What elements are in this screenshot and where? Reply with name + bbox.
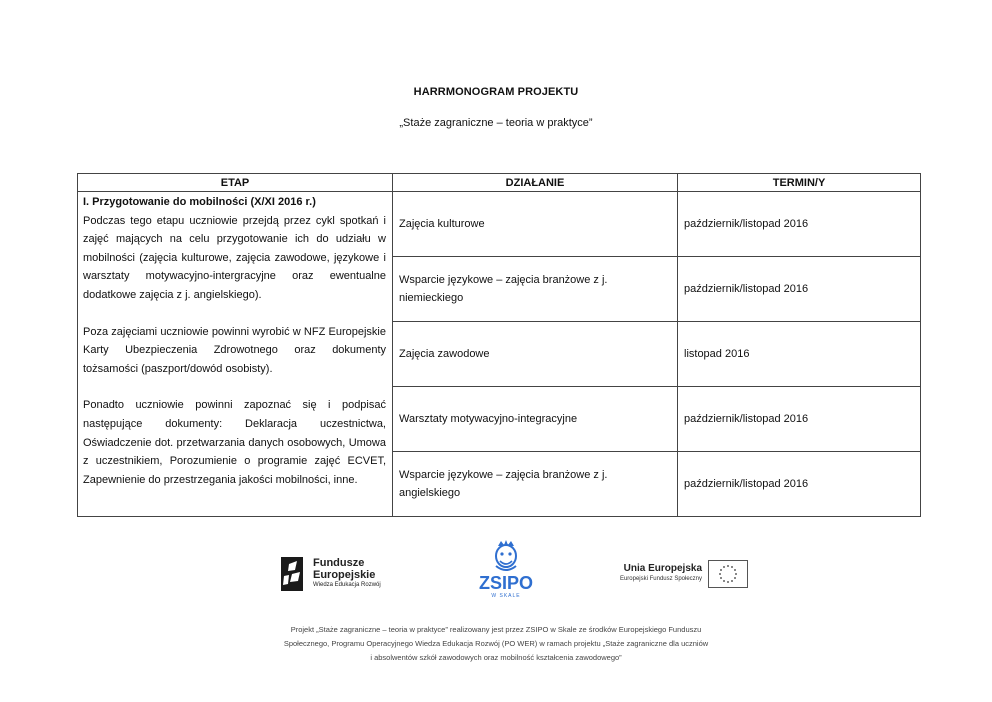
etap-cell (78, 192, 393, 517)
termin-cell: październik/listopad 2016 (678, 257, 921, 322)
zsipo-sub: W SKALE (491, 593, 521, 599)
termin-cell: październik/listopad 2016 (678, 192, 921, 257)
termin-cell: listopad 2016 (678, 322, 921, 387)
footer-line: i absolwentów szkół zawodowych oraz mobilność kształcenia zawodowego” (370, 653, 622, 662)
zsipo-logo (478, 540, 538, 602)
fundusze-line3: Wiedza Edukacja Rozwój (313, 582, 381, 588)
logo-bar (0, 540, 992, 600)
dzialanie-cell: Zajęcia zawodowe (393, 322, 678, 387)
table-row (78, 192, 921, 257)
header-etap: ETAP (78, 174, 393, 192)
fundusze-line2: Europejskie (313, 569, 376, 581)
ue-line1: Unia Europejska (623, 563, 702, 574)
schedule-table (77, 173, 921, 517)
header-dzialanie: DZIAŁANIE (393, 174, 678, 192)
etap-title: I. Przygotowanie do mobilności (X/XI 2016 r.) (83, 196, 316, 208)
dzialanie-cell: Warsztaty motywacyjno-integracyjne (393, 387, 678, 452)
footer-line: Projekt „Staże zagraniczne – teoria w praktyce” realizowany jest przez ZSIPO w Skale ze środków Europejskiego Funduszu (290, 625, 702, 634)
table-header-row (78, 174, 921, 192)
fundusze-line1: Fundusze (313, 557, 365, 569)
footer-line: Społecznego, Programu Operacyjnego Wiedza Edukacja Rozwój (PO WER) w ramach projektu „Staże zagraniczne dla uczniów (283, 639, 709, 648)
termin-cell: październik/listopad 2016 (678, 387, 921, 452)
termin-cell: październik/listopad 2016 (678, 452, 921, 517)
fundusze-europejskie-icon (280, 554, 308, 594)
dzialanie-cell: Zajęcia kulturowe (393, 192, 678, 257)
page-title: HARRMONOGRAM PROJEKTU (413, 86, 579, 98)
zsipo-crest-icon (478, 540, 534, 574)
etap-paragraph: Podczas tego etapu uczniowie przejdą przez cykl spotkań i zajęć mających na celu przygotowanie ich do udziału w mobilności (zajęcia kulturowe, zajęcia zawodowe, językowe i warsztaty motywacyjno-intergracyjne oraz ewentualne dodatkowe zajęcia z j. angielskiego). (83, 214, 386, 301)
unia-europejska-logo (602, 560, 748, 590)
zsipo-name: ZSIPO (478, 573, 533, 593)
eu-stars-icon (709, 561, 747, 587)
dzialanie-cell: Wsparcie językowe – zajęcia branżowe z j. angielskiego (393, 452, 678, 517)
etap-paragraph: Ponadto uczniowie powinni zapoznać się i podpisać następujące dokumenty: Deklaracja uczestnictwa, Oświadczenie dot. przetwarzania danych osobowych, Umowa z uczestnikiem, Porozumienie o programie zajęć ECVET, Zapewnienie do przestrzegania jakości mobilności, inne. (83, 399, 386, 486)
etap-paragraph: Poza zajęciami uczniowie powinni wyrobić w NFZ Europejskie Karty Ubezpieczenia Zdrowotnego oraz dokumenty tożsamości (paszport/dowód osobisty). (83, 325, 386, 375)
dzialanie-cell: Wsparcie językowe – zajęcia branżowe z j. niemieckiego (393, 257, 678, 322)
page-subtitle: „Staże zagraniczne – teoria w praktyce” (399, 117, 593, 129)
ue-line2: Europejski Fundusz Społeczny (619, 576, 702, 582)
header-termin: TERMIN/Y (678, 174, 921, 192)
eu-flag-icon (708, 560, 748, 588)
footer-note (0, 623, 992, 665)
